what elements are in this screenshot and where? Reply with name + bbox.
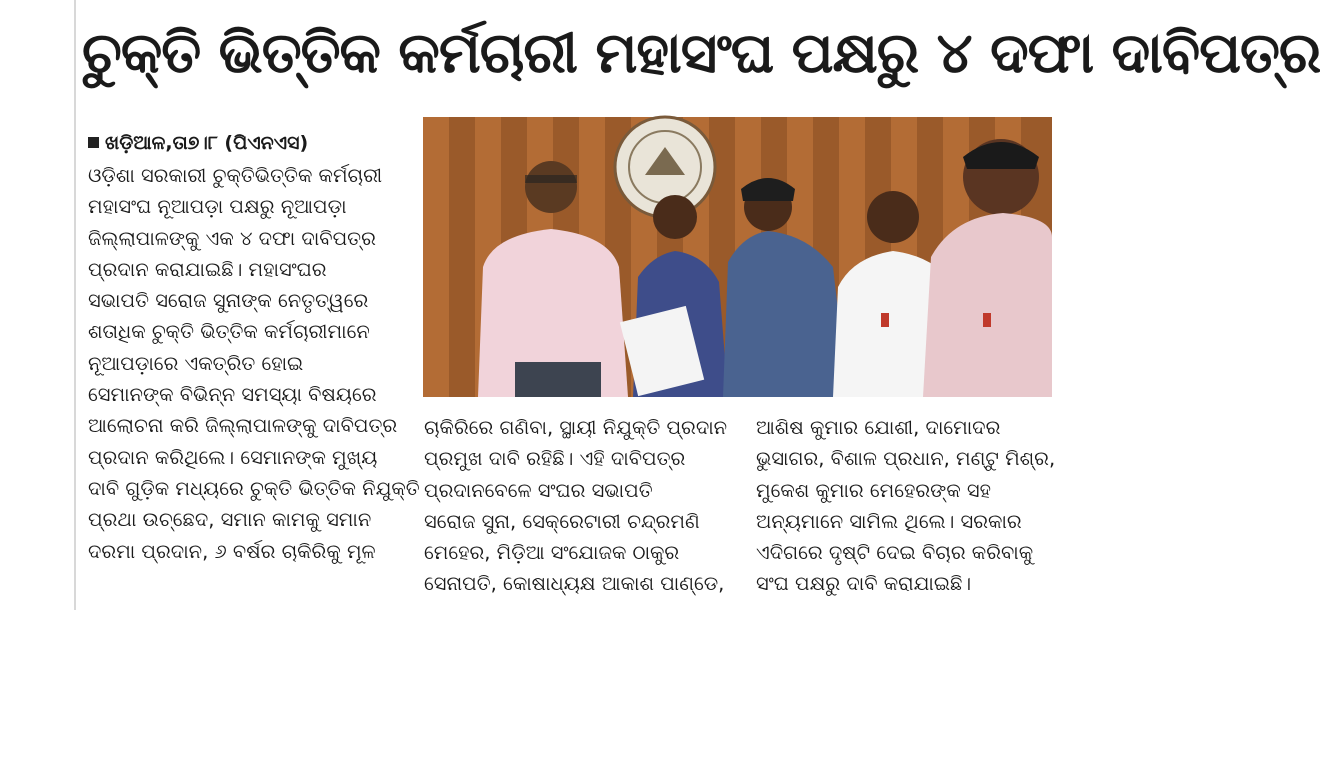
article-line: ସଭାପତି ସରୋଜ ସୁନାଙ୍କ ନେତୃତ୍ୱରେ: [88, 289, 369, 313]
article-line: ପ୍ରଦାନ କରାଯାଇଛି। ମହାସଂଘର: [88, 257, 327, 281]
article-column-2: [424, 412, 728, 600]
dateline: [88, 128, 398, 158]
bullet-square-icon: [88, 137, 99, 148]
article-line: ଜିଲ୍ଲାପାଳଙ୍କୁ ଏକ ୪ ଦଫା ଦାବିପତ୍ର: [88, 226, 376, 250]
article-line: ପ୍ରଦାନ କରିଥିଲେ। ସେମାନଙ୍କ ମୁଖ୍ୟ: [88, 445, 378, 469]
article-line: ପ୍ରମୁଖ ଦାବି ରହିଛି। ଏହି ଦାବିପତ୍ର: [424, 447, 686, 471]
article-line: ନୂଆପଡ଼ାରେ ଏକତ୍ରିତ ହୋଇ: [88, 351, 304, 375]
article-line: ସେନାପତି, କୋଷାଧ୍ୟକ୍ଷ ଆକାଶ ପାଣ୍ଡେ,: [424, 572, 725, 596]
news-photo: [423, 117, 1052, 397]
article-line: ଓଡ଼ିଶା ସରକାରୀ ଚୁକ୍ତିଭିତ୍ତିକ କର୍ମଚାରୀ: [88, 164, 383, 187]
article-line: ସେମାନଙ୍କ ବିଭିନ୍ନ ସମସ୍ୟା ବିଷୟରେ: [88, 383, 377, 407]
article-line: ଅନ୍ୟମାନେ ସାମିଲ ଥିଲେ। ସରକାର: [756, 509, 1022, 533]
article-line: ଆଶିଷ କୁମାର ଯୋଶୀ, ଦାମୋଦର: [756, 416, 1001, 439]
article-line: ମହାସଂଘ ନୂଆପଡ଼ା ପକ୍ଷରୁ ନୂଆପଡ଼ା: [88, 195, 347, 219]
article-line: ଦାବି ଗୁଡ଼ିକ ମଧ୍ୟରେ ଚୁକ୍ତି ଭିତ୍ତିକ ନିଯୁକ୍ତି: [88, 476, 420, 500]
article-line: ଚାକିରିରେ ଗଣିବା, ସ୍ଥାୟୀ ନିଯୁକ୍ତି ପ୍ରଦାନ: [424, 416, 728, 439]
article-line: ଶତାଧିକ ଚୁକ୍ତି ଭିତ୍ତିକ କର୍ମଚାରୀମାନେ: [88, 320, 370, 344]
article-line: ଆଲୋଚନା କରି ଜିଲ୍ଲାପାଳଙ୍କୁ ଦାବିପତ୍ର: [88, 414, 398, 438]
article-line: ଦରମା ପ୍ରଦାନ, ୬ ବର୍ଷର ଚାକିରିକୁ ମୂଳ: [88, 539, 376, 563]
article-line: ମେହେର, ମିଡ଼ିଆ ସଂଯୋଜକ ଠାକୁର: [424, 541, 680, 565]
column-divider: [74, 0, 76, 610]
article-line: ପ୍ରଦାନବେଳେ ସଂଘର ସଭାପତି: [424, 478, 653, 502]
article-line: ମୁକେଶ କୁମାର ମେହେରଙ୍କ ସହ: [756, 478, 992, 502]
headline: ଚୁକ୍ତି ଭିତ୍ତିକ କର୍ମଚାରୀ ମହାସଂଘ ପକ୍ଷରୁ ୪ ଦଫା ଦାବିପତ୍ର: [82, 21, 1320, 86]
article-line: ଏଦିଗରେ ଦୃଷ୍ଟି ଦେଇ ବିଚାର କରିବାକୁ: [756, 541, 1034, 565]
article-column-3: [756, 412, 1054, 600]
article-line: ଭୁସାଗର, ବିଶାଳ ପ୍ରଧାନ, ମଣ୍ଟୁ ମିଶ୍ର,: [756, 447, 1056, 471]
article-line: ପ୍ରଥା ଉଚ୍ଛେଦ, ସମାନ କାମକୁ ସମାନ: [88, 508, 372, 532]
dateline-text: ଖଡ଼ିଆଳ,ତା୭।୮ (ପିଏନଏସ): [105, 132, 309, 154]
article-line: ସଂଘ ପକ୍ଷରୁ ଦାବି କରାଯାଇଛି।: [756, 572, 972, 596]
article-line: ସରୋଜ ସୁନା, ସେକ୍ରେଟାରୀ ଚନ୍ଦ୍ରମଣି: [424, 509, 700, 533]
article-column-1: [88, 160, 420, 567]
